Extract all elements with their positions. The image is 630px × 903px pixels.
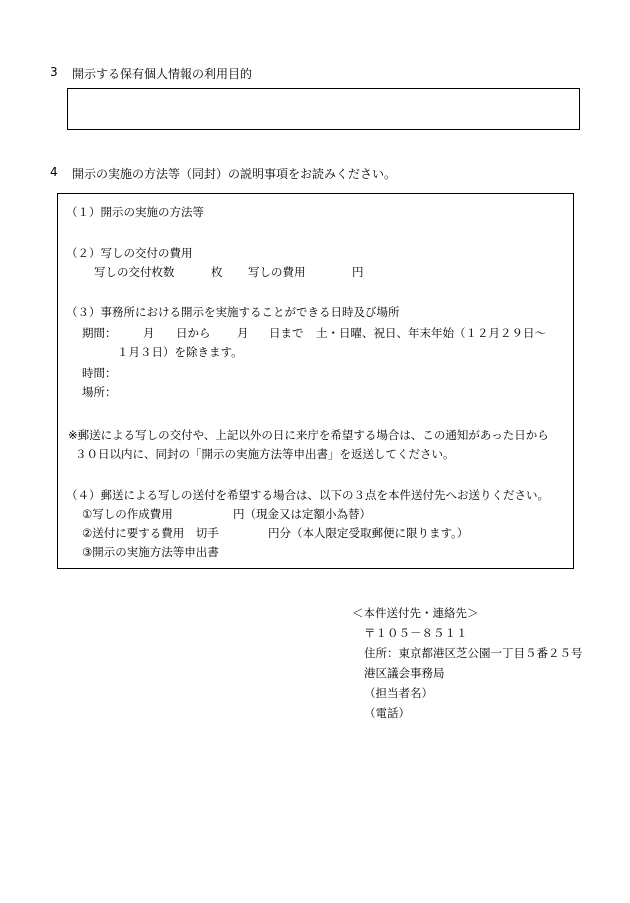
period-month-from: 月 bbox=[143, 326, 155, 340]
section-3-number: 3 bbox=[50, 65, 58, 79]
item-4-heading: （４）郵送による写しの送付を希望する場合は、以下の３点を本件送付先へお送りください。 bbox=[66, 488, 549, 502]
period-day-to: 日まで bbox=[269, 326, 304, 340]
postage-cost-label: ②送付に要する費用 切手 bbox=[82, 526, 219, 540]
contact-address: 住所：東京都港区芝公園一丁目５番２５号 bbox=[364, 646, 583, 660]
item-2-heading: （２）写しの交付の費用 bbox=[66, 246, 193, 260]
item-1-heading: （１）開示の実施の方法等 bbox=[66, 205, 204, 219]
cost-label: 写しの費用 bbox=[248, 265, 306, 279]
purpose-content bbox=[68, 89, 579, 101]
section-4-number: 4 bbox=[50, 165, 58, 179]
mail-note-line-2: ３０日以内に、同封の「開示の実施方法等申出書」を返送してください。 bbox=[75, 447, 455, 461]
postage-cost-unit: 円分（本人限定受取郵便に限ります。） bbox=[268, 526, 469, 540]
creation-cost-unit: 円（現金又は定額小為替） bbox=[233, 507, 371, 521]
period-label: 期間： bbox=[82, 326, 117, 340]
copies-unit: 枚 bbox=[211, 265, 223, 279]
period-day-from: 日から bbox=[176, 326, 211, 340]
copies-label: 写しの交付枚数 bbox=[94, 265, 175, 279]
contact-phone: （電話） bbox=[364, 706, 410, 720]
mail-note-line-1: ※郵送による写しの交付や、上記以外の日に来庁を希望する場合は、この通知があった日から bbox=[68, 428, 549, 442]
postal-code: 〒１０５－８５１１ bbox=[364, 626, 468, 640]
time-label: 時間： bbox=[82, 366, 117, 380]
cost-unit: 円 bbox=[352, 265, 364, 279]
request-form-item: ③開示の実施方法等申出書 bbox=[82, 545, 219, 559]
section-4-title: 開示の実施の方法等（同封）の説明事項をお読みください。 bbox=[72, 167, 397, 181]
contact-office: 港区議会事務局 bbox=[364, 666, 445, 680]
period-exclusion-1: 土・日曜、祝日、年末年始（１２月２９日～ bbox=[316, 326, 546, 340]
contact-heading: ＜本件送付先・連絡先＞ bbox=[352, 606, 479, 620]
place-label: 場所： bbox=[82, 385, 117, 399]
item-3-heading: （３）事務所における開示を実施することができる日時及び場所 bbox=[66, 305, 400, 319]
period-exclusion-2: １月３日）を除きます。 bbox=[117, 345, 243, 359]
contact-person: （担当者名） bbox=[364, 686, 433, 700]
period-month-to: 月 bbox=[237, 326, 249, 340]
purpose-box bbox=[67, 88, 580, 130]
creation-cost-label: ①写しの作成費用 bbox=[82, 507, 173, 521]
section-3-title: 開示する保有個人情報の利用目的 bbox=[72, 67, 253, 81]
